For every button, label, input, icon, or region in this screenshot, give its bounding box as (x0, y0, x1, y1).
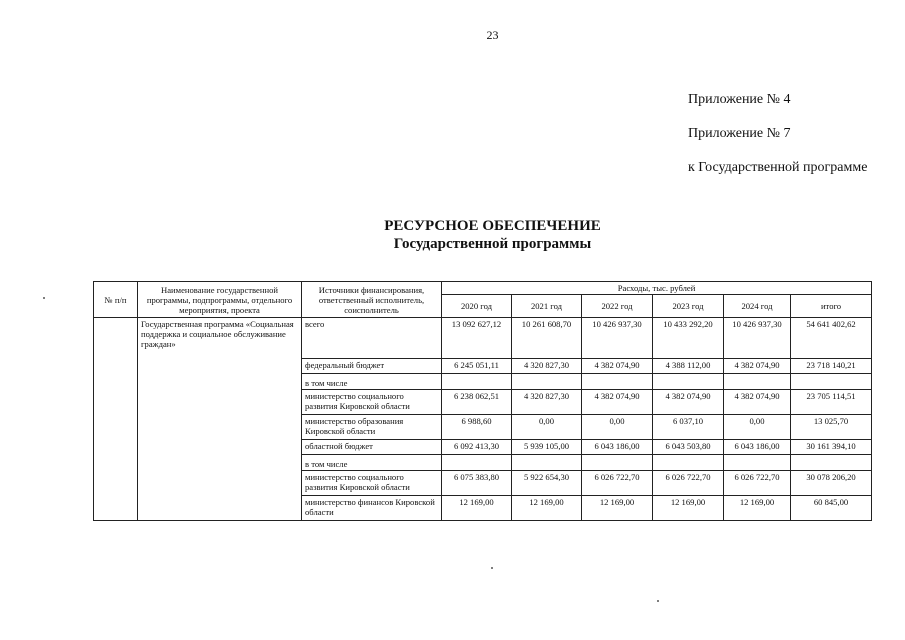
value-cell: 6 043 186,00 (724, 440, 791, 455)
value-cell: 4 388 112,00 (653, 359, 724, 374)
value-cell: 4 382 074,90 (724, 359, 791, 374)
value-cell: 10 426 937,30 (582, 318, 653, 359)
value-cell (724, 374, 791, 390)
header-year: 2023 год (653, 295, 724, 318)
value-cell (442, 374, 512, 390)
value-cell: 10 433 292,20 (653, 318, 724, 359)
value-cell: 6 238 062,51 (442, 390, 512, 415)
appendix-line-2: Приложение № 7 (688, 126, 791, 141)
scan-speck (491, 567, 493, 569)
value-cell (653, 374, 724, 390)
header-num: № п/п (94, 282, 138, 318)
header-row (94, 282, 872, 295)
row-num-cell (94, 318, 138, 521)
header-total: итого (791, 295, 872, 318)
scan-speck (657, 600, 659, 602)
value-cell: 5 922 654,30 (512, 471, 582, 496)
value-cell: 13 025,70 (791, 415, 872, 440)
table-row (94, 318, 872, 359)
value-cell: 6 026 722,70 (653, 471, 724, 496)
value-cell: 6 988,60 (442, 415, 512, 440)
value-cell: 23 705 114,51 (791, 390, 872, 415)
value-cell: 13 092 627,12 (442, 318, 512, 359)
value-cell: 6 026 722,70 (724, 471, 791, 496)
value-cell (653, 455, 724, 471)
value-cell: 4 320 827,30 (512, 390, 582, 415)
header-source: Источники финансирования, ответственный исполнитель, соисполнитель (302, 282, 442, 318)
source-cell: министерство финансов Кировской области (302, 496, 442, 521)
value-cell: 6 026 722,70 (582, 471, 653, 496)
value-cell (791, 455, 872, 471)
value-cell: 12 169,00 (512, 496, 582, 521)
source-cell: федеральный бюджет (302, 359, 442, 374)
value-cell: 30 078 206,20 (791, 471, 872, 496)
value-cell: 6 037,10 (653, 415, 724, 440)
program-name-cell: Государственная программа «Социальная поддержка и социальное обслуживание граждан» (138, 318, 302, 521)
value-cell: 4 382 074,90 (653, 390, 724, 415)
value-cell: 60 845,00 (791, 496, 872, 521)
value-cell: 6 043 186,00 (582, 440, 653, 455)
value-cell: 0,00 (582, 415, 653, 440)
value-cell: 4 382 074,90 (582, 390, 653, 415)
value-cell (582, 374, 653, 390)
source-cell: в том числе (302, 374, 442, 390)
value-cell: 23 718 140,21 (791, 359, 872, 374)
value-cell: 30 161 394,10 (791, 440, 872, 455)
source-cell: министерство социального развития Кировской области (302, 390, 442, 415)
value-cell (442, 455, 512, 471)
value-cell: 10 426 937,30 (724, 318, 791, 359)
source-cell: областной бюджет (302, 440, 442, 455)
title-line-1: РЕСУРСНОЕ ОБЕСПЕЧЕНИЕ (384, 218, 601, 234)
appendix-line-1: Приложение № 4 (688, 92, 791, 107)
header-expenses: Расходы, тыс. рублей (442, 282, 872, 295)
document-title (0, 217, 905, 253)
value-cell (582, 455, 653, 471)
value-cell: 0,00 (724, 415, 791, 440)
header-year: 2024 год (724, 295, 791, 318)
header-year: 2021 год (512, 295, 582, 318)
value-cell (724, 455, 791, 471)
header-year: 2020 год (442, 295, 512, 318)
value-cell: 5 939 105,00 (512, 440, 582, 455)
source-cell: министерство социального развития Кировской области (302, 471, 442, 496)
source-cell: министерство образования Кировской области (302, 415, 442, 440)
value-cell: 10 261 608,70 (512, 318, 582, 359)
appendix-line-3: к Государственной программе (688, 160, 868, 175)
scan-speck (43, 297, 45, 299)
value-cell: 6 245 051,11 (442, 359, 512, 374)
value-cell: 4 320 827,30 (512, 359, 582, 374)
value-cell: 4 382 074,90 (582, 359, 653, 374)
header-name: Наименование государственной программы, подпрограммы, отдельного мероприятия, проекта (138, 282, 302, 318)
value-cell: 12 169,00 (582, 496, 653, 521)
header-year: 2022 год (582, 295, 653, 318)
source-cell: всего (302, 318, 442, 359)
value-cell: 12 169,00 (442, 496, 512, 521)
value-cell: 6 092 413,30 (442, 440, 512, 455)
value-cell: 4 382 074,90 (724, 390, 791, 415)
value-cell: 6 075 383,80 (442, 471, 512, 496)
value-cell: 54 641 402,62 (791, 318, 872, 359)
value-cell: 12 169,00 (724, 496, 791, 521)
source-cell: в том числе (302, 455, 442, 471)
resources-table (93, 281, 872, 521)
page-number: 23 (486, 28, 499, 42)
value-cell (791, 374, 872, 390)
value-cell: 12 169,00 (653, 496, 724, 521)
value-cell (512, 374, 582, 390)
value-cell: 6 043 503,80 (653, 440, 724, 455)
value-cell: 0,00 (512, 415, 582, 440)
title-line-2: Государственной программы (393, 236, 592, 252)
value-cell (512, 455, 582, 471)
